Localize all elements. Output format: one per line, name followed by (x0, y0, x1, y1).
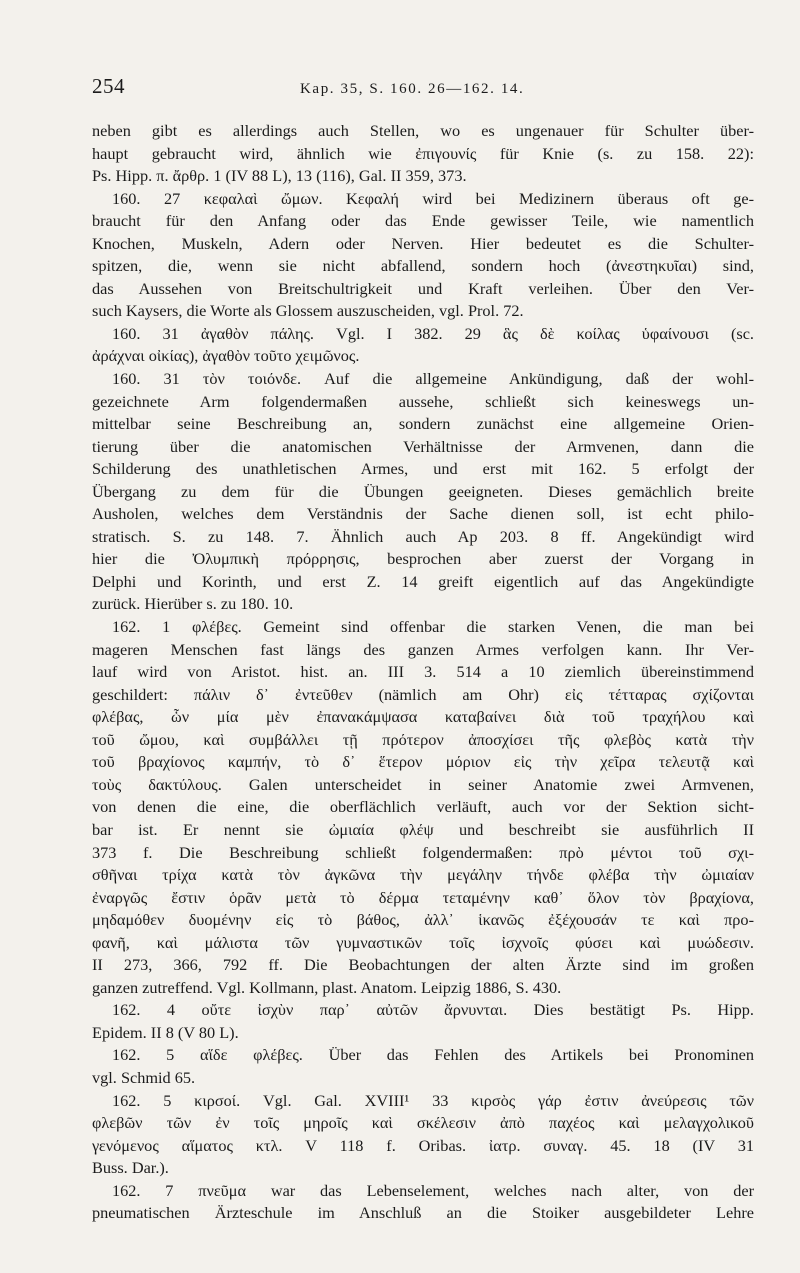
text-line: τοῦ βραχίονος καμπήν, τὸ δ᾿ ἕτερον μόριον εἰς τὴν χεῖρα τελευτᾷ καὶ (92, 752, 754, 772)
text-line: Ausholen, welches dem Verständnis der Sache dienen soll, ist echt philo- (92, 504, 754, 524)
text-line: spitzen, die, wenn sie nicht abfallend, sondern hoch (ἀνεστηκυῖαι) sind, (92, 256, 754, 276)
text-line: φανῆ, καὶ μάλιστα τῶν γυμναστικῶν τοῖς ἰσχνοῖς φύσει καὶ μυώδεσιν. (92, 932, 754, 952)
text-line: ἀράχναι οἰκίας), ἀγαθὸν τοῦτο χειμῶνος. (92, 346, 360, 366)
text-line: von denen die eine, die oberflächlich verläuft, auch vor der Sektion sicht- (92, 797, 754, 817)
page-header (92, 74, 754, 104)
commentary-text (92, 120, 754, 1225)
text-line: φλεβῶν τῶν ἐν τοῖς μηροῖς καὶ σκέλεσιν ἀπὸ παχέος καὶ μελαγχολικοῦ (92, 1113, 754, 1133)
text-line: ganzen zutreffend. Vgl. Kollmann, plast. Anatom. Leipzig 1886, S. 430. (92, 977, 562, 997)
text-line: Übergang zu dem für die Übungen geeigneten. Dieses gemächlich breite (92, 481, 754, 501)
text-line: τοῦ ὤμου, καὶ συμβάλλει τῇ πρότερον ἀποσχίσει τῆς φλεβὸς κατὰ τὴν (92, 729, 754, 749)
text-line: Buss. Dar.). (92, 1158, 169, 1178)
text-line: σθῆναι τρίχα κατὰ τὸν ἀγκῶνα τὴν μεγάλην τήνδε φλέβα τὴν ὠμιαίαν (92, 865, 754, 885)
text-line: hier die Ὀλυμπικὴ πρόρρησις, besprochen aber zuerst der Vorgang in (92, 549, 754, 569)
text-line: gezeichnete Arm folgendermaßen aussehe, schließt sich keineswegs un- (92, 391, 754, 411)
text-line: braucht für den Anfang oder das Ende gewisser Teile, wie namentlich (92, 211, 754, 231)
text-line: Epidem. II 8 (V 80 L). (92, 1022, 239, 1042)
text-line: μηδαμόθεν δυομένην εἰς τὸ βάθος, ἀλλ᾿ ἱκανῶς ἐξέχουσάν τε καὶ προ- (92, 910, 754, 930)
text-line: 162. 1 φλέβες. Gemeint sind offenbar die starken Venen, die man bei (112, 617, 754, 637)
text-line: Ps. Hipp. π. ἄρθρ. 1 (IV 88 L), 13 (116), Gal. II 359, 373. (92, 166, 467, 186)
text-line: pneumatischen Ärzteschule im Anschluß an die Stoiker ausgebildeter Lehre (92, 1203, 754, 1223)
text-line: Delphi und Korinth, und erst Z. 14 greift eigentlich auf das Angekündigte (92, 571, 754, 591)
text-line: 162. 5 κιρσοί. Vgl. Gal. XVIII¹ 33 κιρσὸς γάρ ἐστιν ἀνεύρεσις τῶν (112, 1090, 754, 1110)
text-line: 162. 7 πνεῦμα war das Lebenselement, welches nach alter, von der (112, 1180, 754, 1200)
text-line: Knochen, Muskeln, Adern oder Nerven. Hier bedeutet es die Schulter- (92, 233, 754, 253)
page-number: 254 (92, 74, 125, 98)
text-line: zurück. Hierüber s. zu 180. 10. (92, 594, 294, 614)
text-line: φλέβας, ὧν μία μὲν ἐπανακάμψασα καταβαίνει διὰ τοῦ τραχήλου καὶ (92, 707, 754, 727)
text-line: geschildert: πάλιν δ᾿ ἐντεῦθεν (nämlich am Ohr) εἰς τέτταρας σχίζονται (92, 684, 754, 704)
text-line: Schilderung des unathletischen Armes, und erst mit 162. 5 erfolgt der (92, 459, 754, 479)
text-line: mageren Menschen fast längs des ganzen Armes verfolgen kann. Ihr Ver- (92, 639, 754, 659)
text-line: II 273, 366, 792 ff. Die Beobachtungen der alten Ärzte sind im großen (92, 955, 754, 975)
text-line: τοὺς δακτύλους. Galen unterscheidet in seiner Anatomie zwei Armvenen, (92, 774, 754, 794)
text-line: ἐναργῶς ἔστιν ὁρᾶν μετὰ τὸ δέρμα τεταμένην καθ᾿ ὅλον τὸν βραχίονα, (92, 887, 754, 907)
running-head: Kap. 35, S. 160. 26—162. 14. (300, 81, 525, 97)
text-line: γενόμενος αἵματος κτλ. V 118 f. Oribas. ἰατρ. συναγ. 45. 18 (IV 31 (92, 1135, 754, 1155)
text-line: 162. 4 οὔτε ἰσχὺν παρ᾿ αὐτῶν ἄρνυνται. Dies bestätigt Ps. Hipp. (112, 1000, 754, 1020)
text-line: 373 f. Die Beschreibung schließt folgendermaßen: πρὸ μέντοι τοῦ σχι- (92, 842, 754, 862)
text-line: mittelbar seine Beschreibung an, sondern zunächst eine allgemeine Orien- (92, 414, 754, 434)
text-line: haupt gebraucht wird, ähnlich wie ἐπιγουνίς für Knie (s. zu 158. 22): (92, 143, 754, 163)
text-line: 160. 31 τὸν τοιόνδε. Auf die allgemeine Ankündigung, daß der wohl- (112, 369, 754, 389)
text-line: lauf wird von Aristot. hist. an. III 3. 514 a 10 ziemlich übereinstimmend (92, 662, 754, 682)
text-line: neben gibt es allerdings auch Stellen, wo es ungenauer für Schulter über- (92, 121, 754, 140)
text-line: tierung über die anatomischen Verhältnisse der Armvenen, dann die (92, 436, 754, 456)
text-line: stratisch. S. zu 148. 7. Ähnlich auch Ap 203. 8 ff. Angekündigt wird (92, 526, 754, 546)
text-line: bar ist. Er nennt sie ὠμιαία φλέψ und beschreibt sie ausführlich II (92, 819, 754, 839)
text-line: 162. 5 αἵδε φλέβες. Über das Fehlen des Artikels bei Pronominen (112, 1045, 754, 1065)
text-line: 160. 27 κεφαλαὶ ὤμων. Κεφαλή wird bei Medizinern überaus oft ge- (112, 188, 754, 208)
text-line: 160. 31 ἀγαθὸν πάλης. Vgl. I 382. 29 ἃς δὲ κοίλας ὑφαίνουσι (sc. (112, 323, 754, 343)
text-line: das Aussehen von Breitschultrigkeit und Kraft verleihen. Über den Ver- (92, 278, 754, 298)
text-line: vgl. Schmid 65. (92, 1067, 196, 1087)
text-line: such Kaysers, die Worte als Glossem auszuscheiden, vgl. Prol. 72. (92, 301, 524, 321)
